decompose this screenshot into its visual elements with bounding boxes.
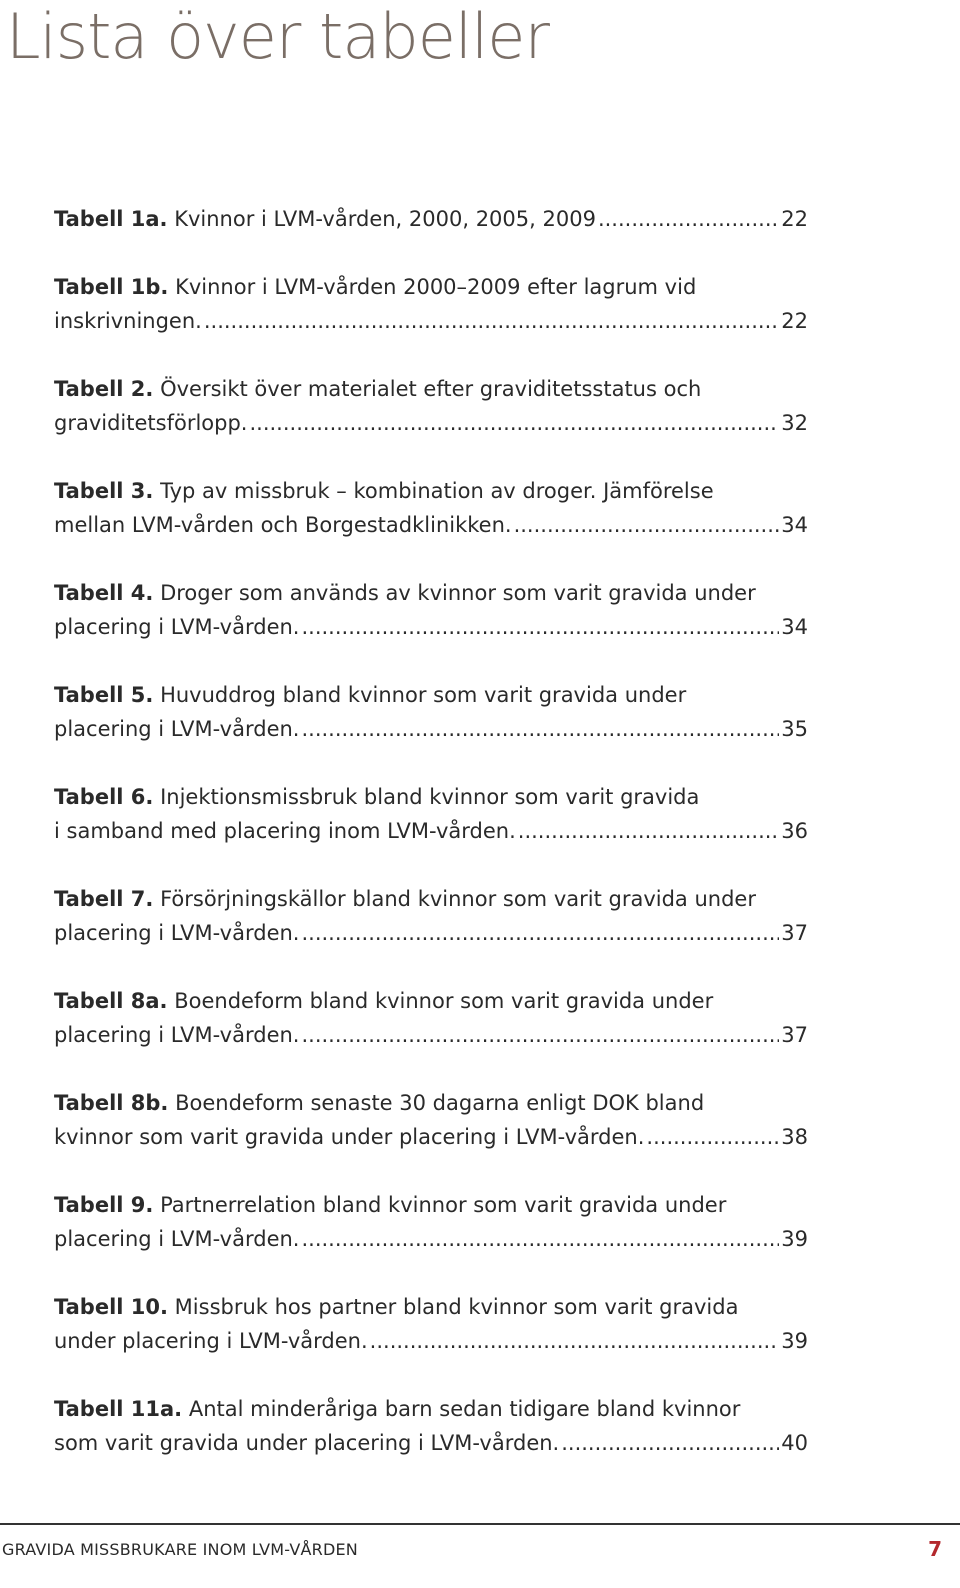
toc-entry-text: som varit gravida under placering i LVM-vården. xyxy=(54,1431,560,1455)
dot-leader xyxy=(514,508,780,542)
toc-entry-text: kvinnor som varit gravida under placering i LVM-vården. xyxy=(54,1125,645,1149)
toc-entry-text: Missbruk hos partner bland kvinnor som varit gravida xyxy=(174,1295,739,1319)
toc-entry-text: Kvinnor i LVM-vården, 2000, 2005, 2009 xyxy=(174,207,596,231)
toc-entry-label: Tabell 2. xyxy=(54,377,154,401)
toc-entry[interactable] xyxy=(54,1188,808,1256)
page-title: Lista över tabeller xyxy=(6,0,549,73)
toc-entry-line xyxy=(54,712,808,746)
toc-entry-text: Typ av missbruk – kombination av droger. Jämförelse xyxy=(160,479,714,503)
toc-entry-text: Översikt över materialet efter graviditetsstatus och xyxy=(160,377,702,401)
footer-divider xyxy=(0,1523,960,1525)
toc-entry-line xyxy=(54,1290,808,1324)
dot-leader xyxy=(518,814,780,848)
toc-entry-title xyxy=(54,474,714,508)
toc-entry[interactable] xyxy=(54,1392,808,1460)
toc-entry-text: placering i LVM-vården. xyxy=(54,1023,300,1047)
toc-entry-label: Tabell 1a. xyxy=(54,207,168,231)
toc-entry-text: Kvinnor i LVM-vården 2000–2009 efter lagrum vid xyxy=(175,275,697,299)
toc-entry-line xyxy=(54,1392,808,1426)
toc-entry-line xyxy=(54,984,808,1018)
toc-entry-line xyxy=(54,1324,808,1358)
toc-entry-page: 35 xyxy=(781,717,808,741)
toc-entry-text: placering i LVM-vården. xyxy=(54,921,300,945)
toc-entry-line xyxy=(54,474,808,508)
toc-entry-line xyxy=(54,916,808,950)
toc-entry-title xyxy=(54,882,756,916)
toc-entry-line xyxy=(54,1120,808,1154)
toc-entry-label: Tabell 1b. xyxy=(54,275,169,299)
toc-entry-line xyxy=(54,202,808,236)
toc-entry-page: 39 xyxy=(781,1227,808,1251)
toc-entry-line xyxy=(54,1426,808,1460)
toc-entry-title xyxy=(54,576,756,610)
dot-leader xyxy=(204,304,779,338)
toc-entry-text: under placering i LVM-vården. xyxy=(54,1329,368,1353)
toc-entry[interactable] xyxy=(54,780,808,848)
toc-entry-title xyxy=(54,1188,726,1222)
toc-entry[interactable] xyxy=(54,1290,808,1358)
toc-entry-title xyxy=(54,1086,704,1120)
dot-leader xyxy=(646,1120,779,1154)
table-of-contents xyxy=(54,202,808,1494)
toc-entry-text: Partnerrelation bland kvinnor som varit gravida under xyxy=(160,1193,727,1217)
toc-entry-label: Tabell 8b. xyxy=(54,1091,169,1115)
toc-entry-text: Injektionsmissbruk bland kvinnor som varit gravida xyxy=(160,785,700,809)
toc-entry-line xyxy=(54,406,808,440)
toc-entry-label: Tabell 6. xyxy=(54,785,154,809)
toc-entry-title xyxy=(54,1290,738,1324)
toc-entry-line xyxy=(54,1222,808,1256)
toc-entry-text: Försörjningskällor bland kvinnor som varit gravida under xyxy=(160,887,756,911)
toc-entry-title xyxy=(54,678,686,712)
toc-entry-title xyxy=(54,1392,740,1426)
toc-entry-text: Antal minderåriga barn sedan tidigare bland kvinnor xyxy=(188,1397,741,1421)
toc-entry-line xyxy=(54,814,808,848)
toc-entry-text: i samband med placering inom LVM-vården. xyxy=(54,819,516,843)
dot-leader xyxy=(598,202,779,236)
toc-entry-label: Tabell 10. xyxy=(54,1295,168,1319)
toc-entry-page: 34 xyxy=(781,513,808,537)
toc-entry[interactable] xyxy=(54,372,808,440)
dot-leader xyxy=(561,1426,779,1460)
toc-entry-line xyxy=(54,882,808,916)
toc-entry-text: graviditetsförlopp. xyxy=(54,411,248,435)
toc-entry-label: Tabell 4. xyxy=(54,581,154,605)
toc-entry-line xyxy=(54,678,808,712)
toc-entry-text: placering i LVM-vården. xyxy=(54,717,300,741)
toc-entry-line xyxy=(54,1188,808,1222)
toc-entry[interactable] xyxy=(54,202,808,236)
toc-entry[interactable] xyxy=(54,984,808,1052)
toc-entry-page: 32 xyxy=(781,411,808,435)
toc-entry-text: placering i LVM-vården. xyxy=(54,615,300,639)
toc-entry-title xyxy=(54,780,699,814)
footer-running-title: GRAVIDA MISSBRUKARE INOM LVM-VÅRDEN xyxy=(2,1540,358,1559)
dot-leader xyxy=(301,712,779,746)
dot-leader xyxy=(370,1324,780,1358)
toc-entry-label: Tabell 9. xyxy=(54,1193,154,1217)
toc-entry-line xyxy=(54,372,808,406)
toc-entry[interactable] xyxy=(54,678,808,746)
toc-entry-text: Boendeform senaste 30 dagarna enligt DOK bland xyxy=(175,1091,705,1115)
toc-entry-page: 36 xyxy=(781,819,808,843)
toc-entry-line xyxy=(54,610,808,644)
toc-entry-page: 37 xyxy=(781,1023,808,1047)
toc-entry-text: Boendeform bland kvinnor som varit gravida under xyxy=(174,989,714,1013)
toc-entry-title xyxy=(54,372,701,406)
toc-entry-page: 38 xyxy=(781,1125,808,1149)
toc-entry-page: 34 xyxy=(781,615,808,639)
toc-entry-line xyxy=(54,1086,808,1120)
toc-entry-label: Tabell 3. xyxy=(54,479,154,503)
dot-leader xyxy=(301,610,779,644)
toc-entry-line xyxy=(54,576,808,610)
toc-entry-label: Tabell 7. xyxy=(54,887,154,911)
dot-leader xyxy=(301,1222,779,1256)
toc-entry-title xyxy=(54,270,696,304)
toc-entry-title xyxy=(54,202,596,236)
toc-entry-line xyxy=(54,1018,808,1052)
toc-entry-text: Droger som används av kvinnor som varit gravida under xyxy=(160,581,756,605)
footer-page-number: 7 xyxy=(928,1537,942,1561)
toc-entry-label: Tabell 11a. xyxy=(54,1397,183,1421)
toc-entry[interactable] xyxy=(54,270,808,338)
toc-entry-page: 40 xyxy=(781,1431,808,1455)
toc-entry-label: Tabell 5. xyxy=(54,683,154,707)
toc-entry-page: 37 xyxy=(781,921,808,945)
toc-entry-page: 22 xyxy=(781,309,808,333)
toc-entry-text: placering i LVM-vården. xyxy=(54,1227,300,1251)
dot-leader xyxy=(249,406,779,440)
toc-entry-title xyxy=(54,984,713,1018)
dot-leader xyxy=(301,1018,779,1052)
dot-leader xyxy=(301,916,779,950)
toc-entry-text: mellan LVM-vården och Borgestadklinikken. xyxy=(54,513,512,537)
toc-entry[interactable] xyxy=(54,474,808,542)
toc-entry-text: Huvuddrog bland kvinnor som varit gravida under xyxy=(160,683,687,707)
toc-entry-label: Tabell 8a. xyxy=(54,989,168,1013)
toc-entry-text: inskrivningen. xyxy=(54,309,202,333)
toc-entry-line xyxy=(54,780,808,814)
toc-entry-page: 22 xyxy=(781,207,808,231)
toc-entry-line xyxy=(54,270,808,304)
toc-entry[interactable] xyxy=(54,576,808,644)
toc-entry-page: 39 xyxy=(781,1329,808,1353)
toc-entry-line xyxy=(54,508,808,542)
toc-entry[interactable] xyxy=(54,1086,808,1154)
toc-entry[interactable] xyxy=(54,882,808,950)
toc-entry-line xyxy=(54,304,808,338)
